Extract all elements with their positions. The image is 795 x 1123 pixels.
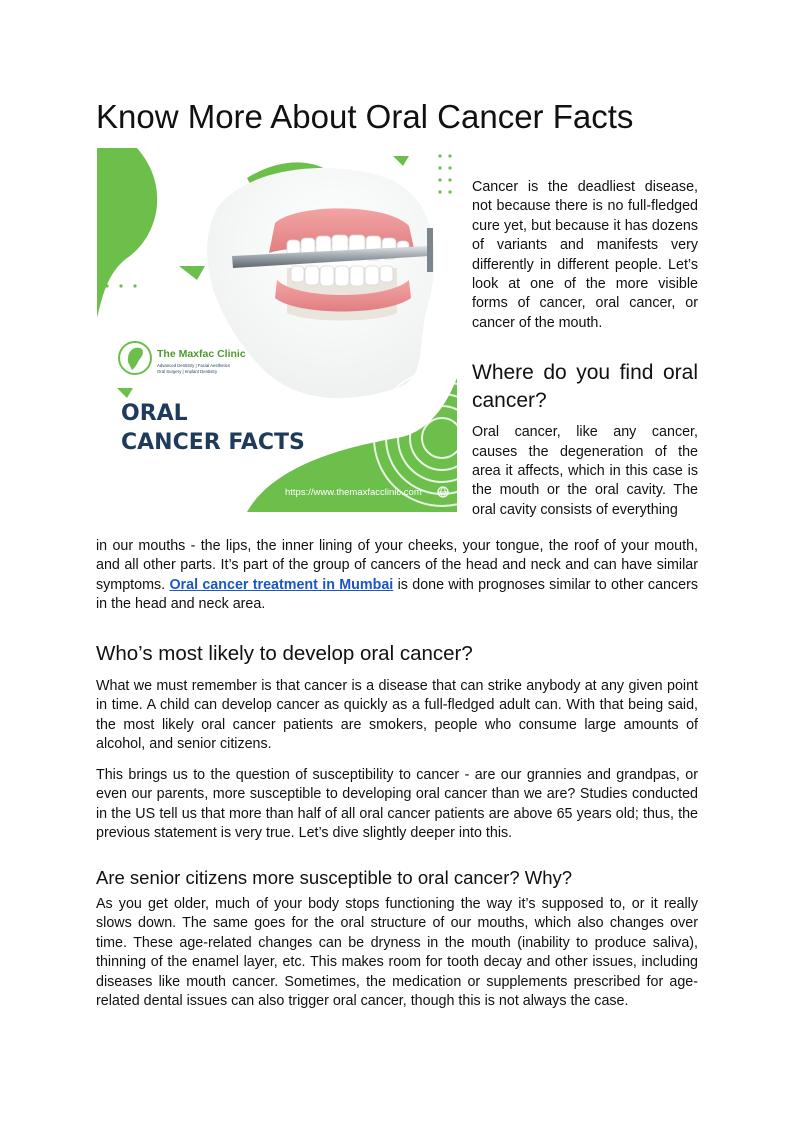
banner-headline-line1: ORAL [121,401,188,426]
paragraph-text: in our mouths - the lips, the inner lining of your cheeks, your tongue, the roof of your mouth, and all other parts. It’s part of the group of cancers of the head and neck and can have similar symptoms. [96,538,698,593]
intro-paragraph: Cancer is the deadliest disease, not because there is no full-fledged cure yet, but because it has dozens of variants and manifests very differently in different people. Let’s look at one of the more visible forms of cancer, oral cancer, or cancer of the mouth. [472,179,698,331]
section-heading-where: Where do you find oral cancer? [472,361,698,413]
oral-cancer-facts-banner [97,148,457,512]
clinic-tagline-text: Oral Surgery | Implant Dentistry [157,369,218,374]
intro-column [472,178,698,520]
section3-paragraph-1: As you get older, much of your body stops functioning the way it’s supposed to, or it really slows down. The same goes for the oral structure of our mouths, which also changes over time. These age-related changes can be dryness in the mouth (inability to produce saliva), thinning of the enamel layer, etc. This makes room for tooth decay and other issues, including diseases like mouth cancer. Sometimes, the medication or supplements prescribed for age-related dental issues can also trigger oral cancer, though this is not always the case. [96,896,698,1010]
paragraph-text: is done with prognoses similar to other cancers in the head and neck area. [96,576,698,613]
banner-headline-line2: CANCER FACTS [121,430,305,455]
banner-url-text: https://www.themaxfacclinic.com [285,487,422,498]
clinic-name-text: The Maxfac Clinic [157,348,246,360]
oral-cancer-treatment-link[interactable]: Oral cancer treatment in Mumbai [169,576,394,593]
section1-paragraph-start: Oral cancer, like any cancer, causes the degeneration of the area it affects, which in this case is the mouth or the oral cavity. The oral cavity consists of everything [472,424,698,518]
section2-paragraph-1: What we must remember is that cancer is a disease that can strike anybody at any given point in time. A child can develop cancer as quickly as a full-fledged adult can. With that being said, the most likely oral cancer patients are smokers, people who consume large amounts of alcohol, and senior citizens. [96,678,698,753]
clinic-tagline-text: Advanced Dentistry | Facial Aesthetics [157,363,231,368]
section1-paragraph-continued [96,537,698,615]
section-heading-seniors: Are senior citizens more susceptible to oral cancer? Why? [96,867,573,888]
section2-paragraph-2: This brings us to the question of susceptibility to cancer - are our grannies and grandpas, or even our parents, more susceptible to developing oral cancer than we are? Studies conducted in the US tell us that more than half of all oral cancer patients are above 65 years old; thus, the previous statement is very true. Let’s dive slightly deeper into this. [96,767,698,842]
section-heading-who: Who’s most likely to develop oral cancer? [96,642,473,665]
page-title: Know More About Oral Cancer Facts [96,98,634,135]
